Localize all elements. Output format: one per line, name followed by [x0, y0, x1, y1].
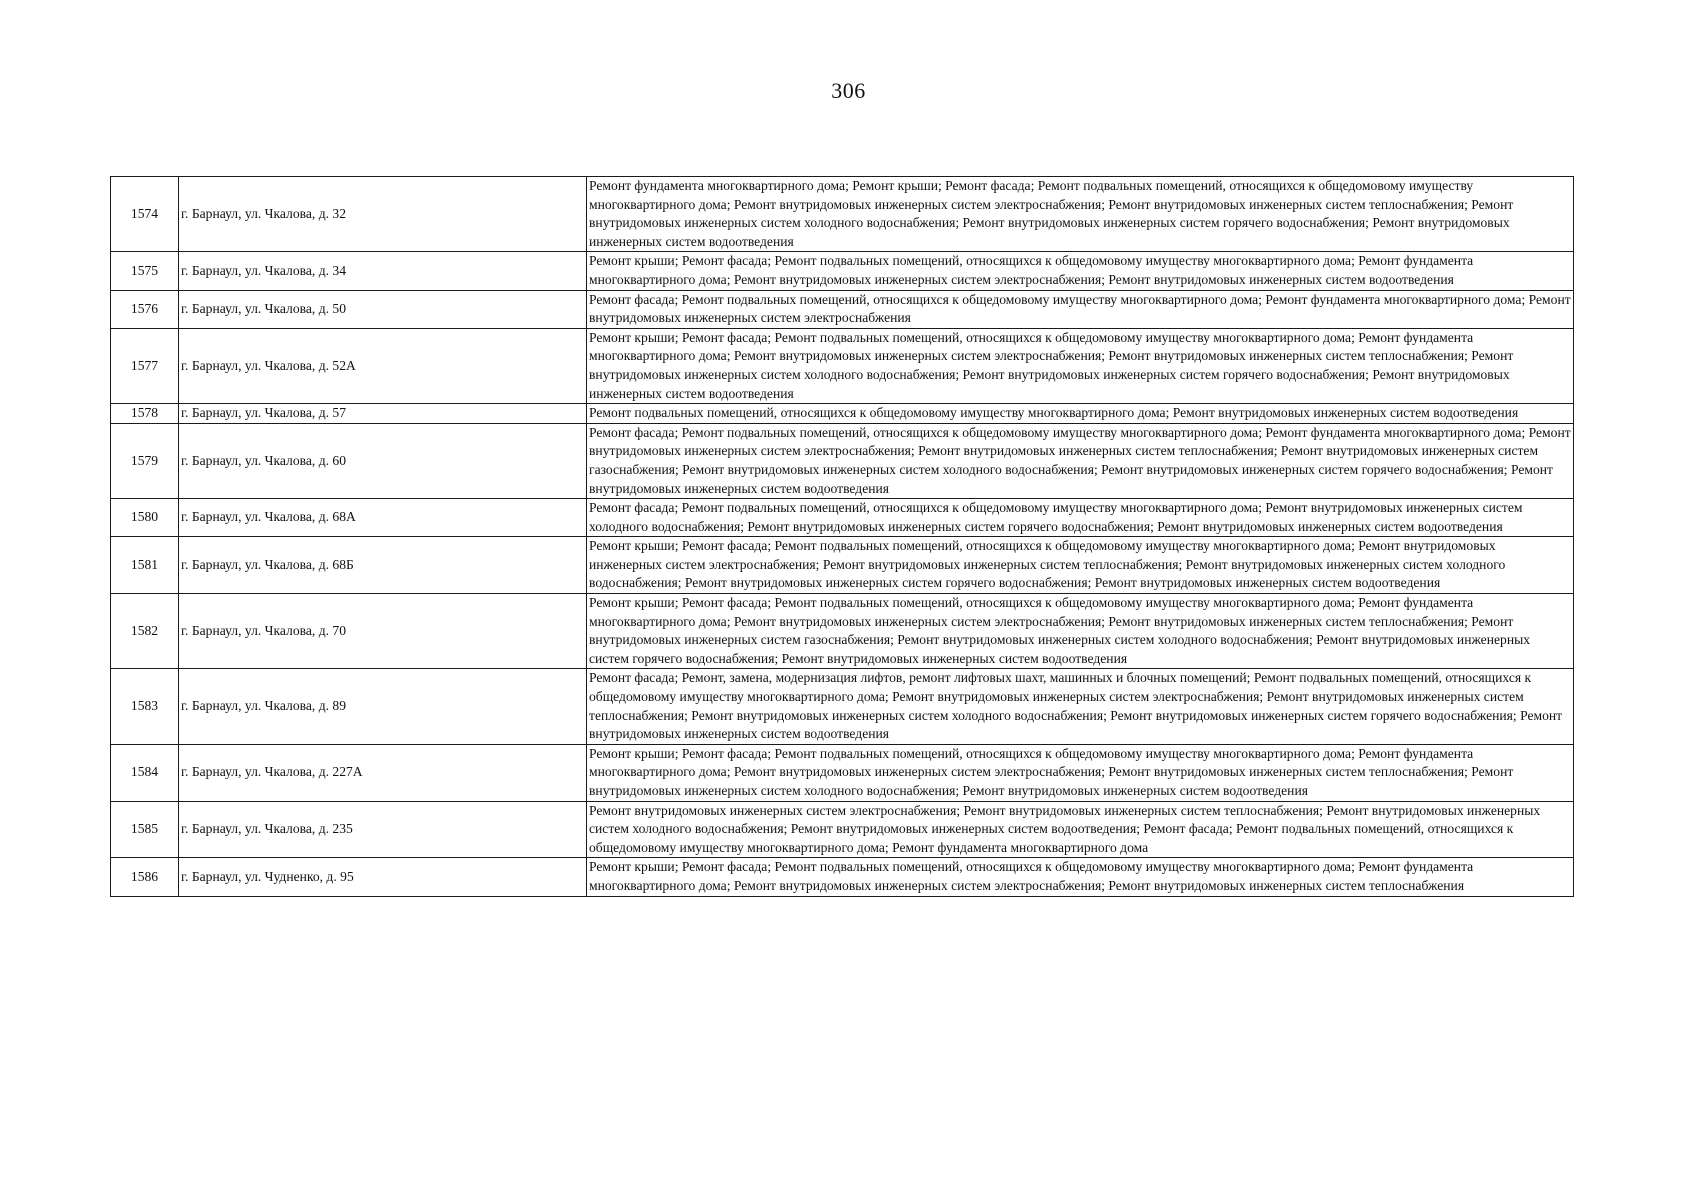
row-number-cell: 1582 — [111, 594, 179, 669]
row-number-cell: 1576 — [111, 290, 179, 328]
address-cell: г. Барнаул, ул. Чкалова, д. 68Б — [179, 537, 587, 594]
table-row — [111, 290, 1574, 328]
address-cell: г. Барнаул, ул. Чкалова, д. 89 — [179, 669, 587, 744]
row-number-cell: 1575 — [111, 252, 179, 290]
address-cell: г. Барнаул, ул. Чкалова, д. 68А — [179, 499, 587, 537]
address-cell: г. Барнаул, ул. Чкалова, д. 50 — [179, 290, 587, 328]
works-cell: Ремонт фасада; Ремонт подвальных помещений, относящихся к общедомовому имуществу многоквартирного дома; Ремонт фундамента многоквартирного дома; Ремонт внутридомовых инженерных систем электроснабжения — [587, 290, 1574, 328]
address-cell: г. Барнаул, ул. Чкалова, д. 57 — [179, 404, 587, 424]
page-number: 306 — [831, 78, 866, 103]
table-row — [111, 404, 1574, 424]
table-row — [111, 669, 1574, 744]
table-row — [111, 858, 1574, 896]
address-cell: г. Барнаул, ул. Чкалова, д. 34 — [179, 252, 587, 290]
table-row — [111, 801, 1574, 858]
table-row — [111, 744, 1574, 801]
row-number-cell: 1585 — [111, 801, 179, 858]
works-cell: Ремонт фасада; Ремонт подвальных помещений, относящихся к общедомовому имуществу многоквартирного дома; Ремонт фундамента многоквартирного дома; Ремонт внутридомовых инженерных систем электроснабжения; Ремонт внутридомовых инженерных систем теплоснабжения; Ремонт внутридомовых инженерных систем газоснабжения; Ремонт внутридомовых инженерных систем холодного водоснабжения; Ремонт внутридомовых инженерных систем горячего водоснабжения; Ремонт внутридомовых инженерных систем водоотведения — [587, 423, 1574, 498]
works-cell: Ремонт подвальных помещений, относящихся к общедомовому имуществу многоквартирного дома; Ремонт внутридомовых инженерных систем водоотведения — [587, 404, 1574, 424]
registry-table — [110, 176, 1574, 897]
row-number-cell: 1581 — [111, 537, 179, 594]
works-cell: Ремонт крыши; Ремонт фасада; Ремонт подвальных помещений, относящихся к общедомовому имуществу многоквартирного дома; Ремонт фундамента многоквартирного дома; Ремонт внутридомовых инженерных систем электроснабжения; Ремонт внутридомовых инженерных систем теплоснабжения; Ремонт внутридомовых инженерных систем холодного водоснабжения; Ремонт внутридомовых инженерных систем водоотведения — [587, 744, 1574, 801]
row-number-cell: 1574 — [111, 177, 179, 252]
registry-table-body — [111, 177, 1574, 897]
table-row — [111, 537, 1574, 594]
row-number-cell: 1580 — [111, 499, 179, 537]
row-number-cell: 1583 — [111, 669, 179, 744]
table-row — [111, 328, 1574, 403]
works-cell: Ремонт фундамента многоквартирного дома; Ремонт крыши; Ремонт фасада; Ремонт подвальных помещений, относящихся к общедомовому имуществу многоквартирного дома; Ремонт внутридомовых инженерных систем электроснабжения; Ремонт внутридомовых инженерных систем теплоснабжения; Ремонт внутридомовых инженерных систем холодного водоснабжения; Ремонт внутридомовых инженерных систем горячего водоснабжения; Ремонт внутридомовых инженерных систем водоотведения — [587, 177, 1574, 252]
works-cell: Ремонт фасада; Ремонт, замена, модернизация лифтов, ремонт лифтовых шахт, машинных и блочных помещений; Ремонт подвальных помещений, относящихся к общедомовому имуществу многоквартирного дома; Ремонт внутридомовых инженерных систем электроснабжения; Ремонт внутридомовых инженерных систем теплоснабжения; Ремонт внутридомовых инженерных систем холодного водоснабжения; Ремонт внутридомовых инженерных систем горячего водоснабжения; Ремонт внутридомовых инженерных систем водоотведения — [587, 669, 1574, 744]
address-cell: г. Барнаул, ул. Чудненко, д. 95 — [179, 858, 587, 896]
works-cell: Ремонт крыши; Ремонт фасада; Ремонт подвальных помещений, относящихся к общедомовому имуществу многоквартирного дома; Ремонт фундамента многоквартирного дома; Ремонт внутридомовых инженерных систем электроснабжения; Ремонт внутридомовых инженерных систем теплоснабжения; Ремонт внутридомовых инженерных систем холодного водоснабжения; Ремонт внутридомовых инженерных систем горячего водоснабжения; Ремонт внутридомовых инженерных систем водоотведения — [587, 328, 1574, 403]
address-cell: г. Барнаул, ул. Чкалова, д. 60 — [179, 423, 587, 498]
table-row — [111, 252, 1574, 290]
table-row — [111, 423, 1574, 498]
row-number-cell: 1584 — [111, 744, 179, 801]
row-number-cell: 1578 — [111, 404, 179, 424]
row-number-cell: 1579 — [111, 423, 179, 498]
works-cell: Ремонт крыши; Ремонт фасада; Ремонт подвальных помещений, относящихся к общедомовому имуществу многоквартирного дома; Ремонт фундамента многоквартирного дома; Ремонт внутридомовых инженерных систем электроснабжения; Ремонт внутридомовых инженерных систем теплоснабжения — [587, 858, 1574, 896]
works-cell: Ремонт внутридомовых инженерных систем электроснабжения; Ремонт внутридомовых инженерных систем теплоснабжения; Ремонт внутридомовых инженерных систем холодного водоснабжения; Ремонт внутридомовых инженерных систем водоотведения; Ремонт фасада; Ремонт подвальных помещений, относящихся к общедомовому имуществу многоквартирного дома; Ремонт фундамента многоквартирного дома — [587, 801, 1574, 858]
works-cell: Ремонт крыши; Ремонт фасада; Ремонт подвальных помещений, относящихся к общедомовому имуществу многоквартирного дома; Ремонт внутридомовых инженерных систем электроснабжения; Ремонт внутридомовых инженерных систем теплоснабжения; Ремонт внутридомовых инженерных систем холодного водоснабжения; Ремонт внутридомовых инженерных систем горячего водоснабжения; Ремонт внутридомовых инженерных систем водоотведения — [587, 537, 1574, 594]
works-cell: Ремонт фасада; Ремонт подвальных помещений, относящихся к общедомовому имуществу многоквартирного дома; Ремонт внутридомовых инженерных систем холодного водоснабжения; Ремонт внутридомовых инженерных систем горячего водоснабжения; Ремонт внутридомовых инженерных систем водоотведения — [587, 499, 1574, 537]
address-cell: г. Барнаул, ул. Чкалова, д. 70 — [179, 594, 587, 669]
address-cell: г. Барнаул, ул. Чкалова, д. 235 — [179, 801, 587, 858]
row-number-cell: 1586 — [111, 858, 179, 896]
table-row — [111, 499, 1574, 537]
works-cell: Ремонт крыши; Ремонт фасада; Ремонт подвальных помещений, относящихся к общедомовому имуществу многоквартирного дома; Ремонт фундамента многоквартирного дома; Ремонт внутридомовых инженерных систем электроснабжения; Ремонт внутридомовых инженерных систем водоотведения — [587, 252, 1574, 290]
works-cell: Ремонт крыши; Ремонт фасада; Ремонт подвальных помещений, относящихся к общедомовому имуществу многоквартирного дома; Ремонт фундамента многоквартирного дома; Ремонт внутридомовых инженерных систем электроснабжения; Ремонт внутридомовых инженерных систем теплоснабжения; Ремонт внутридомовых инженерных систем газоснабжения; Ремонт внутридомовых инженерных систем холодного водоснабжения; Ремонт внутридомовых инженерных систем горячего водоснабжения; Ремонт внутридомовых инженерных систем водоотведения — [587, 594, 1574, 669]
address-cell: г. Барнаул, ул. Чкалова, д. 32 — [179, 177, 587, 252]
address-cell: г. Барнаул, ул. Чкалова, д. 227А — [179, 744, 587, 801]
table-row — [111, 594, 1574, 669]
address-cell: г. Барнаул, ул. Чкалова, д. 52А — [179, 328, 587, 403]
row-number-cell: 1577 — [111, 328, 179, 403]
table-row — [111, 177, 1574, 252]
